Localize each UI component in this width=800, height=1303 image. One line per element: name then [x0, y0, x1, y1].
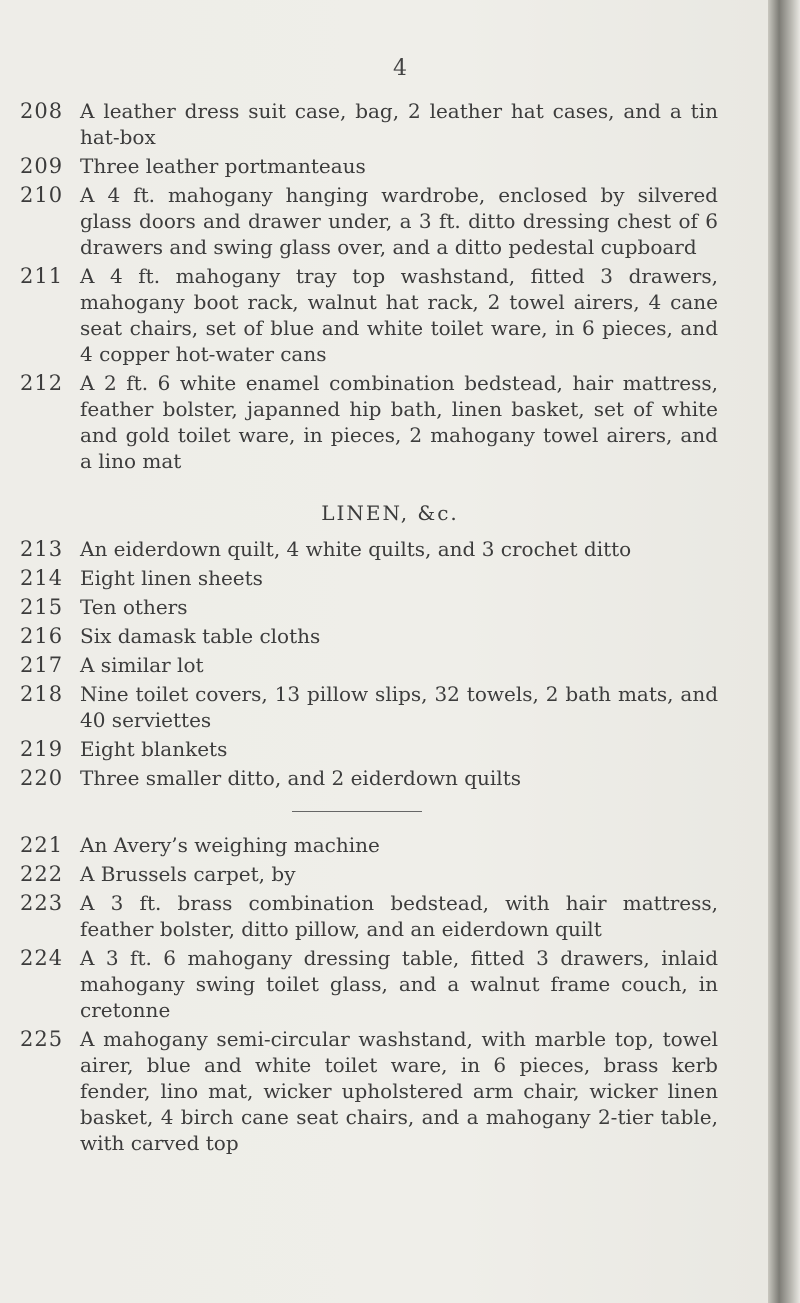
lot-item [20, 890, 720, 942]
lot-description: Eight linen sheets [80, 566, 263, 590]
lot-item [20, 736, 720, 762]
lot-number: 219 [20, 737, 64, 761]
lot-item [20, 594, 720, 620]
lot-number: 217 [20, 653, 64, 677]
lot-description: A 3 ft. brass combination bedstead, with hair mattress, feather bolster, ditto pillow, and an eiderdown quilt [80, 891, 718, 941]
lot-group-bedroom [20, 98, 720, 474]
lot-item [20, 765, 720, 791]
lot-item [20, 370, 720, 474]
lot-item [20, 182, 720, 260]
lot-number: 214 [20, 566, 64, 590]
lot-description: A 2 ft. 6 white enamel combination bedstead, hair mattress, feather bolster, japanned hip bath, linen basket, set of white and gold toilet ware, in pieces, 2 mahogany towel airers, and a lino mat [80, 371, 718, 473]
lot-description: A Brussels carpet, by [80, 862, 296, 886]
lot-description: Eight blankets [80, 737, 228, 761]
lot-description: A 3 ft. 6 mahogany dressing table, fitted 3 drawers, inlaid mahogany swing toilet glass, and a walnut frame couch, in cretonne [80, 946, 718, 1022]
lot-item [20, 98, 720, 150]
lot-item [20, 861, 720, 887]
lot-number: 218 [20, 682, 64, 706]
lot-number: 210 [20, 183, 64, 207]
lot-description: An eiderdown quilt, 4 white quilts, and 3 crochet ditto [80, 537, 632, 561]
scan-edge [768, 0, 800, 1303]
lot-number: 213 [20, 537, 64, 561]
lot-item [20, 153, 720, 179]
lot-item [20, 652, 720, 678]
lot-number: 225 [20, 1027, 64, 1051]
lot-number: 224 [20, 946, 64, 970]
lot-number: 211 [20, 264, 64, 288]
lot-item [20, 623, 720, 649]
lot-number: 216 [20, 624, 64, 648]
lot-list [20, 98, 720, 1159]
lot-item [20, 263, 720, 367]
section-divider [292, 811, 422, 812]
lot-description: Nine toilet covers, 13 pillow slips, 32 towels, 2 bath mats, and 40 serviettes [80, 682, 718, 732]
page-number: 4 [393, 56, 407, 81]
lot-item [20, 536, 720, 562]
lot-number: 208 [20, 99, 64, 123]
lot-item [20, 681, 720, 733]
lot-number: 221 [20, 833, 64, 857]
lot-number: 222 [20, 862, 64, 886]
lot-number: 223 [20, 891, 64, 915]
lot-description: Three smaller ditto, and 2 eiderdown quilts [80, 766, 521, 790]
lot-description: Ten others [80, 595, 188, 619]
section-heading-linen: LINEN, &c. [321, 501, 459, 525]
lot-description: A similar lot [80, 653, 204, 677]
lot-item [20, 1026, 720, 1156]
lot-item [20, 945, 720, 1023]
lot-description: A 4 ft. mahogany hanging wardrobe, enclosed by silvered glass doors and drawer under, a 3 ft. ditto dressing chest of 6 drawers and swing glass over, and a ditto pedestal cupboard [80, 183, 718, 259]
lot-group-linen [20, 536, 720, 791]
lot-description: A 4 ft. mahogany tray top washstand, fitted 3 drawers, mahogany boot rack, walnut hat rack, 2 towel airers, 4 cane seat chairs, set of blue and white toilet ware, in 6 pieces, and 4 copper hot-water cans [80, 264, 718, 366]
lot-description: A mahogany semi-circular washstand, with marble top, towel airer, blue and white toilet ware, in 6 pieces, brass kerb fender, lino mat, wicker upholstered arm chair, wicker linen basket, 4 birch cane seat chairs, and a mahogany 2-tier table, with carved top [80, 1027, 718, 1155]
lot-group-second-bedroom [20, 832, 720, 1156]
lot-description: Six damask table cloths [80, 624, 321, 648]
lot-description: An Avery’s weighing machine [80, 833, 380, 857]
lot-description: A leather dress suit case, bag, 2 leather hat cases, and a tin hat-box [80, 99, 718, 149]
lot-item [20, 832, 720, 858]
lot-description: Three leather portmanteaus [80, 154, 366, 178]
lot-number: 212 [20, 371, 64, 395]
lot-item [20, 565, 720, 591]
lot-number: 215 [20, 595, 64, 619]
lot-number: 220 [20, 766, 64, 790]
lot-number: 209 [20, 154, 64, 178]
